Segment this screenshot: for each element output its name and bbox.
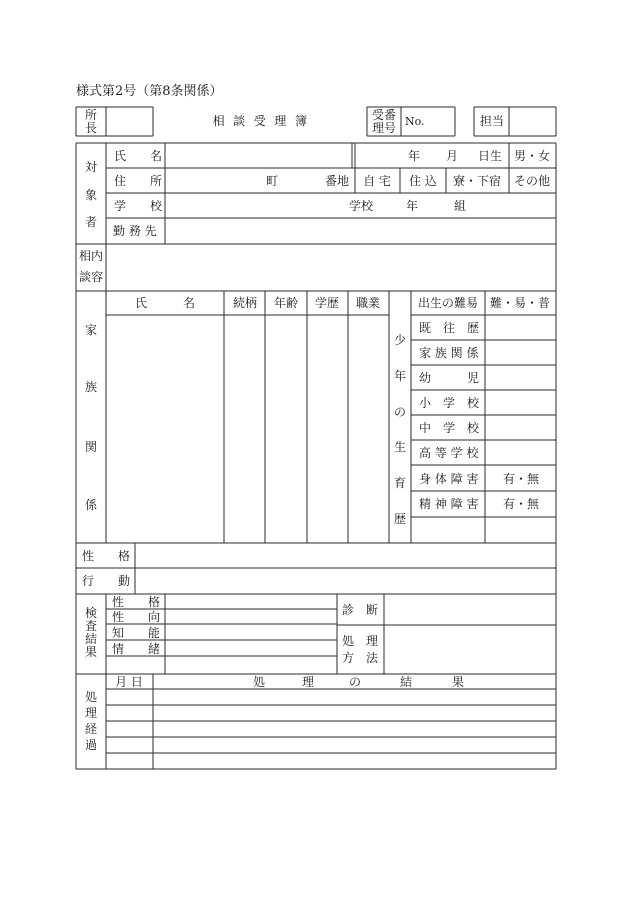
upbringing-label-1: 少 — [393, 333, 406, 347]
personality-field[interactable] — [136, 544, 555, 567]
lot-label: 番地 — [325, 174, 350, 188]
diagnosis-label: 診 断 — [342, 603, 379, 617]
birth-year-label: 年 — [408, 149, 421, 163]
family-label-2: 族 — [84, 380, 97, 394]
name-label: 氏 名 — [114, 149, 163, 163]
director-stamp-box[interactable] — [107, 108, 152, 135]
progress-label-3: 経 — [84, 722, 97, 736]
family-label-4: 係 — [84, 498, 97, 512]
progress-label-4: 過 — [84, 738, 97, 752]
consultation-field[interactable] — [107, 245, 555, 290]
progress-label-1: 処 — [84, 690, 97, 704]
progress-result-header-5: 果 — [451, 675, 465, 689]
birth-difficulty-label: 出生の難易 — [418, 296, 479, 310]
birth-difficulty-options[interactable]: 難・易・普 — [490, 296, 551, 310]
residence-home-option[interactable]: 自 宅 — [363, 174, 391, 188]
treatment-field[interactable] — [385, 626, 555, 673]
residence-other-option[interactable]: その他 — [513, 174, 551, 188]
treatment-label-line1: 処 理 — [342, 634, 379, 648]
birth-month-label: 月 — [446, 149, 459, 163]
form-title: 様式第2号（第8条関係） — [76, 84, 223, 99]
progress-result-header-1: 処 — [252, 675, 266, 689]
upbringing-item-family-relations: 家 族 関 係 — [419, 346, 479, 360]
workplace-field[interactable] — [166, 219, 555, 243]
progress-entries[interactable] — [107, 690, 555, 768]
behavior-label: 行 動 — [82, 574, 131, 588]
family-col-name: 氏 名 — [134, 296, 196, 310]
upbringing-item-physical-disability: 身 体 障 害 — [419, 472, 479, 486]
birth-day-label: 日生 — [478, 149, 503, 163]
subject-label-3: 者 — [84, 215, 97, 229]
subject-label-2: 象 — [84, 188, 97, 202]
family-col-age: 年齢 — [273, 296, 299, 310]
receipt-no-field[interactable] — [425, 108, 454, 135]
diagnosis-field[interactable] — [385, 595, 555, 624]
staff-stamp-box[interactable] — [510, 108, 555, 135]
family-col-education: 学歴 — [314, 296, 340, 310]
test-item-emotion: 情 緒 — [112, 642, 161, 656]
residence-dorm-option[interactable]: 寮・下宿 — [452, 174, 502, 188]
receipt-no-label-line1: 受番 — [372, 108, 397, 122]
school-suffix: 学校 — [349, 199, 374, 213]
upbringing-label-5: 育 — [393, 476, 406, 490]
staff-label: 担当 — [480, 114, 505, 128]
family-col-relation: 続柄 — [232, 296, 258, 310]
school-label: 学 校 — [114, 199, 163, 213]
upbringing-label-4: 生 — [393, 440, 406, 454]
upbringing-item-junior-high: 中 学 校 — [419, 421, 480, 435]
family-table-body[interactable] — [107, 316, 388, 542]
test-item-tendency: 性 向 — [112, 610, 161, 624]
receipt-no-prefix: No. — [405, 115, 425, 128]
grade-label: 年 — [406, 199, 419, 213]
physical-disability-options[interactable]: 有・無 — [503, 472, 540, 486]
family-label-3: 関 — [84, 440, 97, 454]
receipt-no-label-line2: 理号 — [372, 121, 397, 135]
subject-label-1: 対 — [84, 160, 97, 174]
test-item-intelligence: 知 能 — [112, 626, 161, 640]
upbringing-item-high-school: 高 等 学 校 — [419, 446, 479, 460]
progress-result-header-4: 結 — [399, 675, 413, 689]
tests-label-3: 結 — [84, 632, 97, 646]
family-col-occupation: 職業 — [355, 296, 381, 310]
class-label: 組 — [454, 199, 467, 213]
progress-result-header-2: 理 — [301, 675, 315, 689]
residence-livein-option[interactable]: 住 込 — [409, 174, 437, 188]
workplace-label: 勤 務 先 — [113, 224, 157, 238]
name-field[interactable] — [166, 144, 351, 167]
mental-disability-options[interactable]: 有・無 — [503, 497, 540, 511]
upbringing-item-medical-history: 既 往 歴 — [419, 321, 480, 335]
tests-label-2: 査 — [84, 619, 97, 633]
register-title: 相 談 受 理 簿 — [212, 114, 310, 128]
family-label-1: 家 — [84, 323, 97, 337]
personality-label: 性 格 — [82, 549, 131, 563]
director-label-line2: 長 — [85, 121, 98, 135]
upbringing-item-infancy: 幼 児 — [419, 371, 480, 385]
director-label-line1: 所 — [85, 108, 98, 122]
sex-options[interactable]: 男・女 — [514, 149, 551, 163]
progress-date-header: 月 日 — [115, 675, 143, 689]
tests-label-1: 検 — [84, 606, 97, 620]
upbringing-item-mental-disability: 精 神 障 害 — [419, 497, 479, 511]
consultation-label-line1: 相内 — [79, 249, 104, 263]
treatment-label-line2: 方 法 — [342, 651, 379, 665]
upbringing-label-2: 年 — [393, 369, 406, 383]
behavior-field[interactable] — [136, 569, 555, 593]
town-label: 町 — [266, 174, 279, 188]
test-item-personality: 性 格 — [112, 595, 161, 609]
tests-label-4: 果 — [84, 645, 97, 659]
upbringing-label-6: 歴 — [393, 512, 406, 526]
upbringing-label-3: の — [393, 405, 406, 419]
progress-result-header-3: の — [348, 675, 362, 689]
progress-label-2: 理 — [84, 706, 97, 720]
upbringing-item-elementary: 小 学 校 — [419, 396, 480, 410]
address-label: 住 所 — [114, 174, 163, 188]
consultation-label-line2: 談容 — [79, 270, 104, 284]
